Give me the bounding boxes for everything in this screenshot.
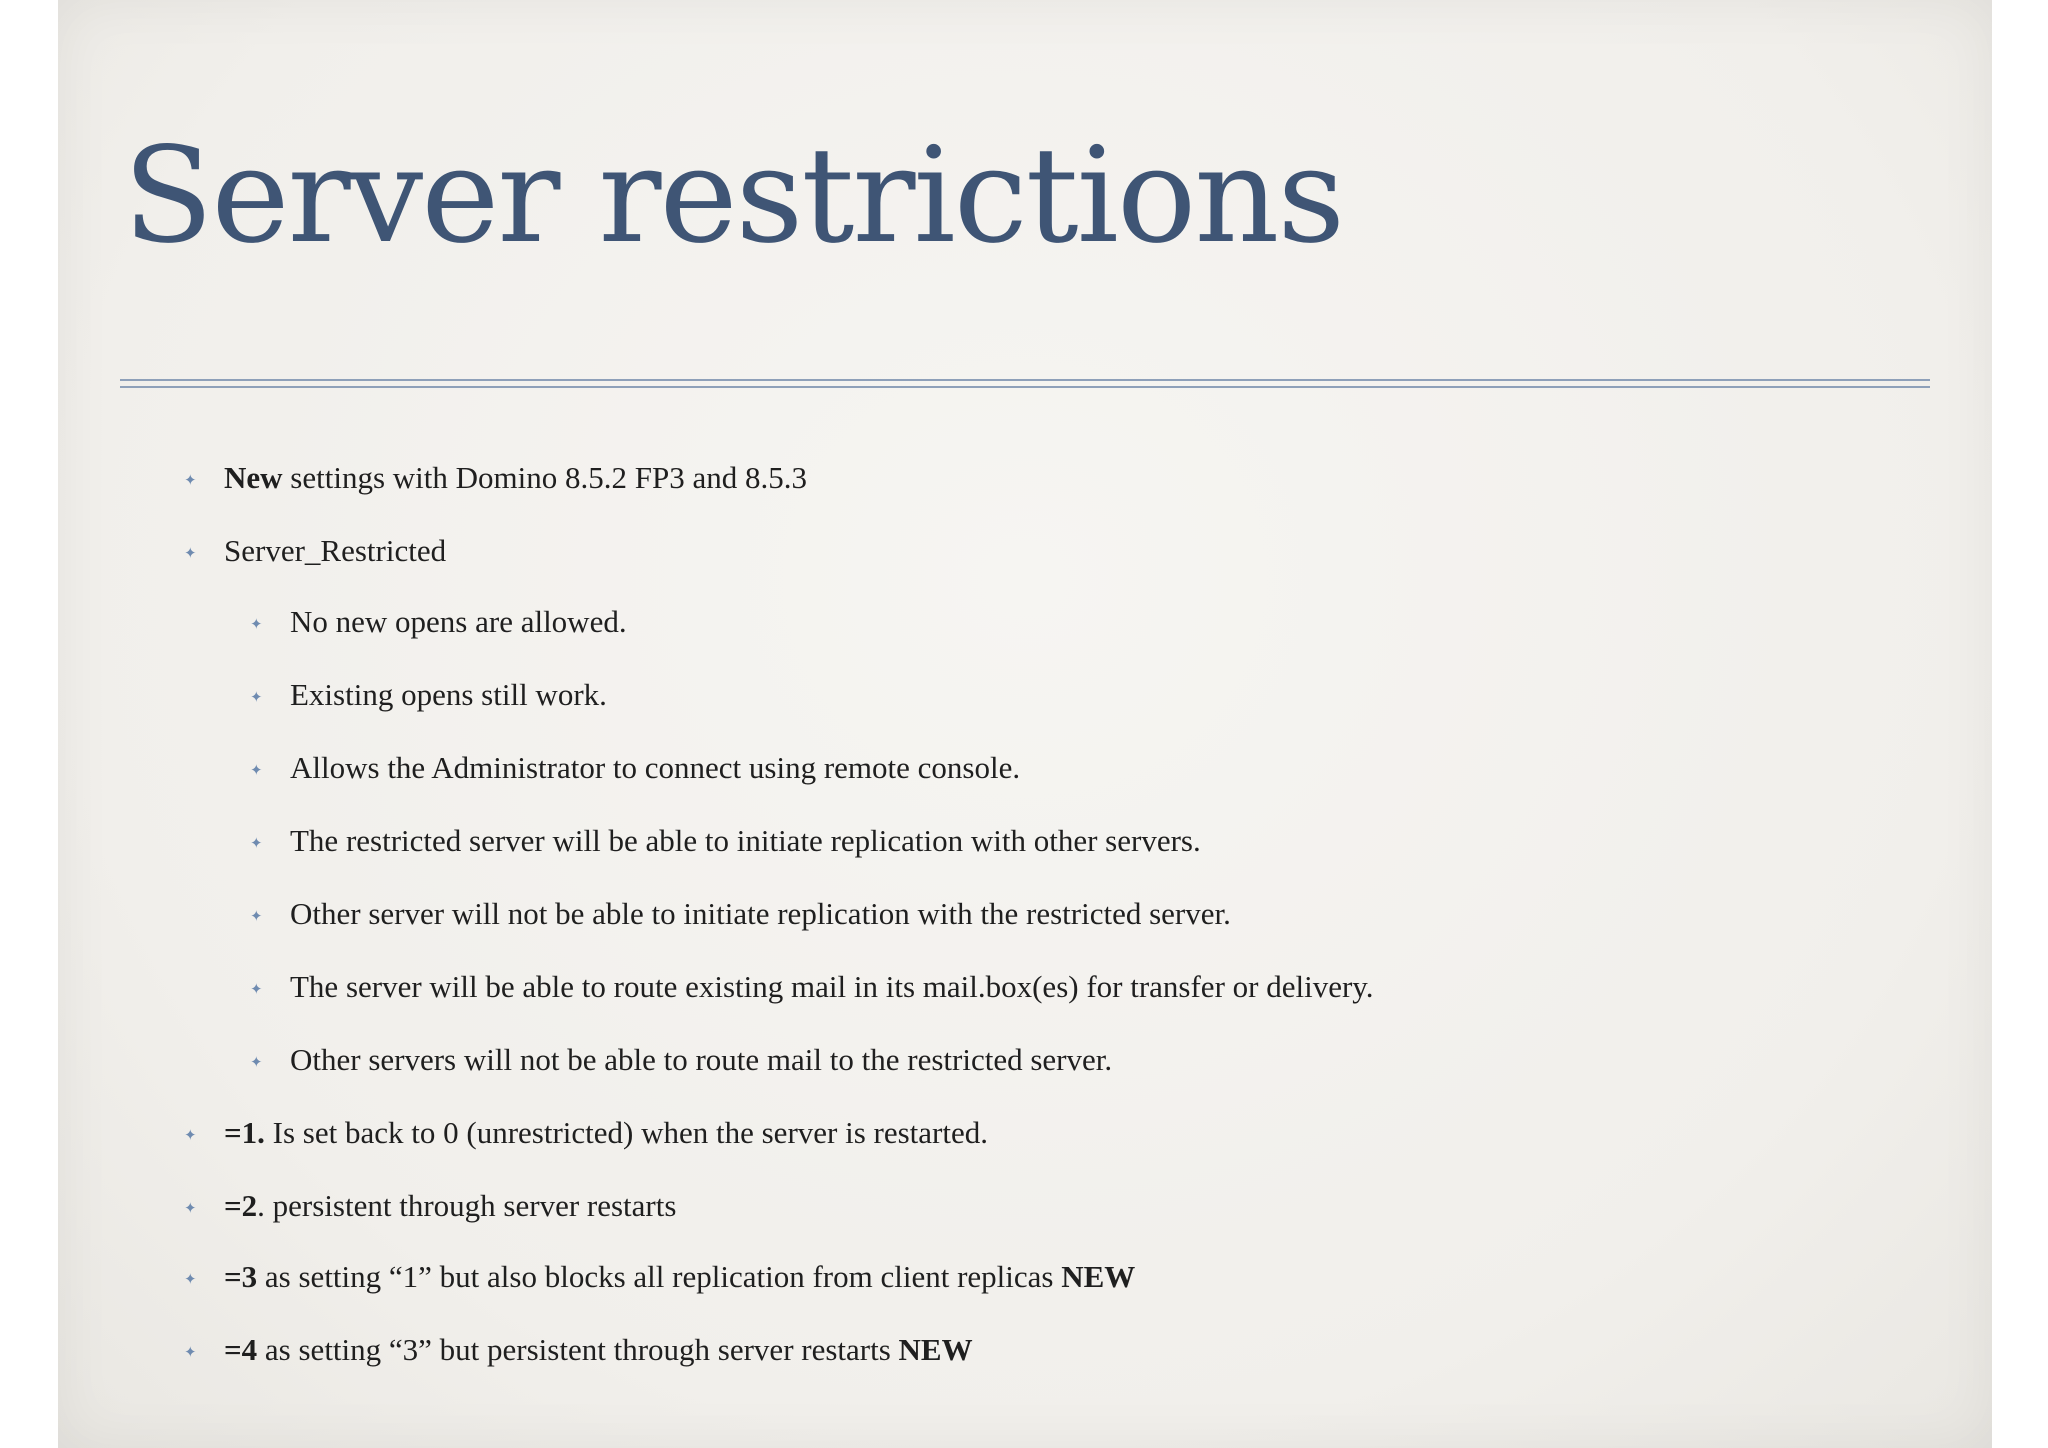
bullet-text: Allows the Administrator to connect using remote console. [290, 750, 1021, 785]
bullet-text: Is set back to 0 (unrestricted) when the server is restarted. [264, 1115, 988, 1150]
bullet-bold-text: =3 [224, 1259, 258, 1294]
slide [58, 0, 1992, 1448]
bullet-star-icon: ✦ [184, 472, 197, 489]
bullet-text: . persistent through server restarts [257, 1188, 677, 1223]
bullet-text: The server will be able to route existing mail in its mail.box(es) for transfer or delivery. [290, 969, 1374, 1004]
title-divider-bottom [120, 386, 1930, 388]
bullet-text: settings with Domino 8.5.2 FP3 and 8.5.3 [282, 460, 807, 495]
bullet-item [184, 1184, 676, 1228]
bullet-star-icon: ✦ [250, 835, 263, 852]
bullet-item [184, 529, 446, 573]
sub-bullet-item [250, 1038, 1112, 1082]
bullet-text: The restricted server will be able to initiate replication with other servers. [290, 823, 1201, 858]
bullet-star-icon: ✦ [250, 616, 263, 633]
bullet-star-icon: ✦ [184, 1344, 197, 1361]
bullet-text: No new opens are allowed. [290, 604, 627, 639]
slide-title: Server restrictions [123, 119, 1344, 273]
bullet-star-icon: ✦ [250, 1054, 263, 1071]
bullet-item [184, 1328, 973, 1372]
bullet-text: Existing opens still work. [290, 677, 607, 712]
bullet-text: as setting “3” but persistent through server restarts [257, 1332, 899, 1367]
bullet-bold-text: =1. [224, 1115, 265, 1150]
bullet-star-icon: ✦ [184, 1127, 197, 1144]
bullet-bold-text: =2 [224, 1188, 258, 1223]
bullet-item [184, 1255, 1135, 1299]
bullet-star-icon: ✦ [184, 545, 197, 562]
bullet-star-icon: ✦ [250, 689, 263, 706]
bullet-bold-text: New [224, 460, 283, 495]
bullet-bold-text: =4 [224, 1332, 258, 1367]
bullet-item [184, 456, 807, 500]
bullet-star-icon: ✦ [184, 1271, 197, 1288]
sub-bullet-item [250, 600, 627, 644]
bullet-item [184, 1111, 988, 1155]
bullet-tail-bold: NEW [1061, 1259, 1136, 1294]
title-divider-top [120, 379, 1930, 381]
bullet-text: Server_Restricted [224, 533, 447, 568]
bullet-star-icon: ✦ [250, 908, 263, 925]
bullet-text: Other servers will not be able to route mail to the restricted server. [290, 1042, 1113, 1077]
bullet-text: Other server will not be able to initiate replication with the restricted server. [290, 896, 1231, 931]
bullet-text: as setting “1” but also blocks all replication from client replicas [257, 1259, 1062, 1294]
sub-bullet-item [250, 892, 1231, 936]
sub-bullet-item [250, 746, 1020, 790]
bullet-star-icon: ✦ [184, 1200, 197, 1217]
bullet-star-icon: ✦ [250, 762, 263, 779]
bullet-tail-bold: NEW [898, 1332, 973, 1367]
bullet-star-icon: ✦ [250, 981, 263, 998]
sub-bullet-item [250, 673, 607, 717]
sub-bullet-item [250, 965, 1374, 1009]
sub-bullet-item [250, 819, 1201, 863]
